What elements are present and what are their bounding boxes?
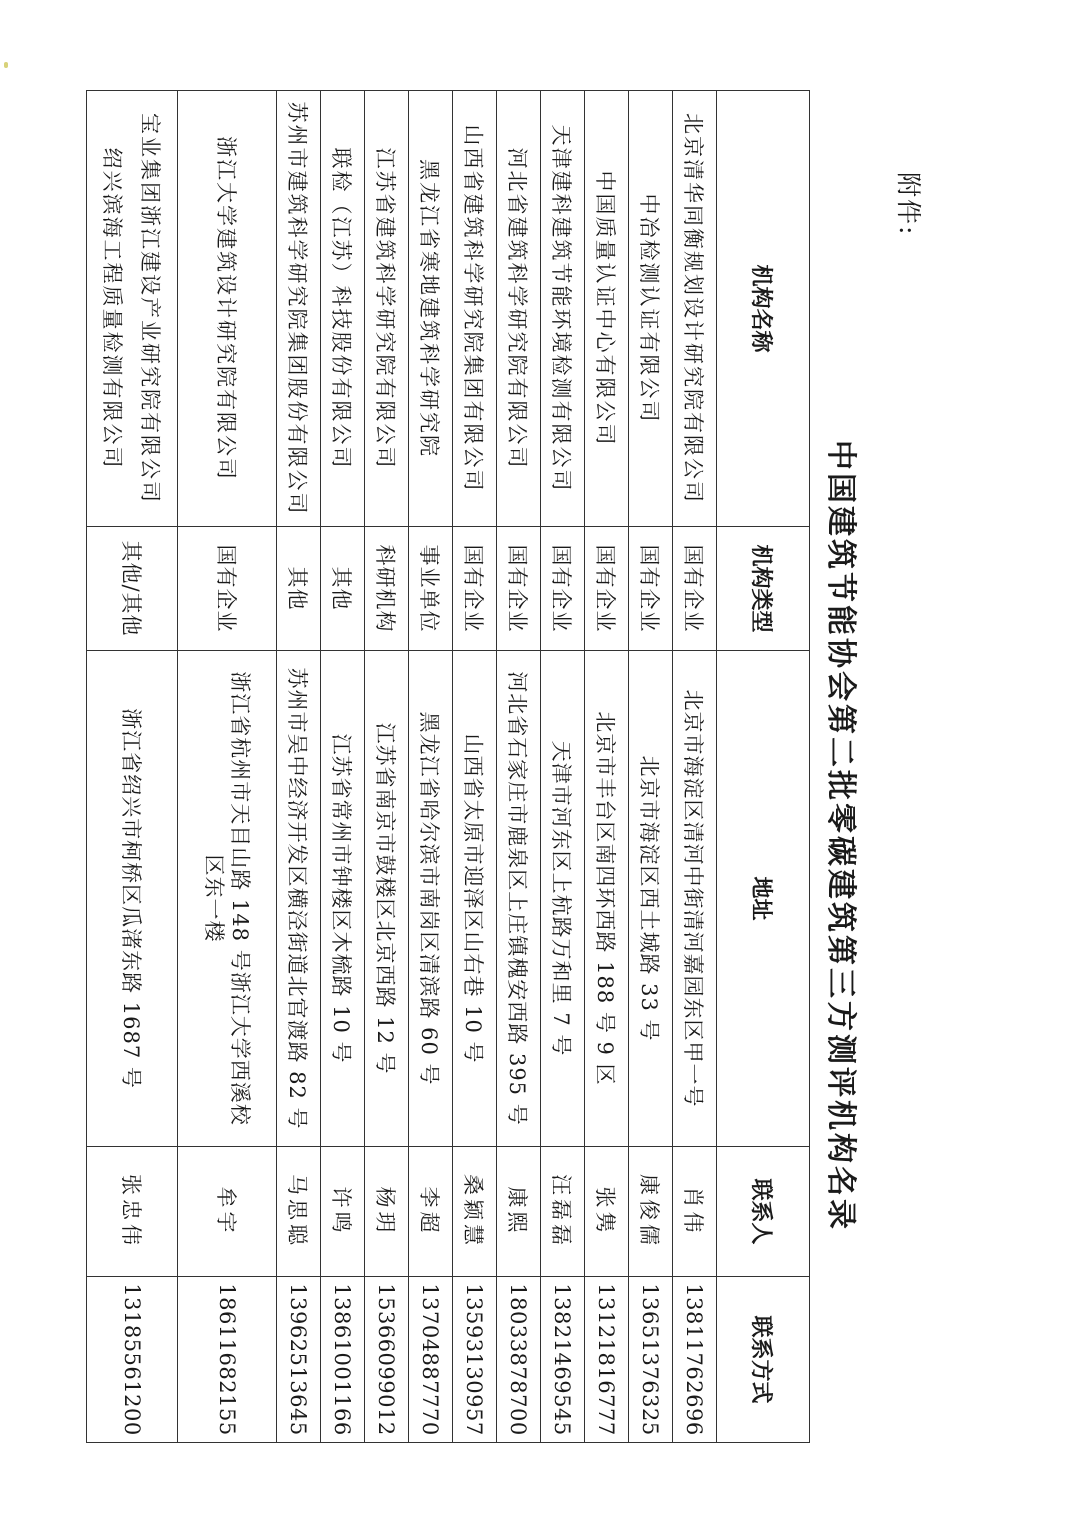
org-contact: 牟宇	[178, 1147, 277, 1277]
org-name: 苏州市建筑科学研究院集团股份有限公司	[277, 91, 321, 527]
org-type: 国有企业	[585, 527, 629, 651]
org-name: 河北省建筑科学研究院有限公司	[497, 91, 541, 527]
org-contact: 康熙	[497, 1147, 541, 1277]
org-name: 联检（江苏）科技股份有限公司	[321, 91, 365, 527]
org-type: 国有企业	[629, 527, 673, 651]
table-row	[497, 91, 541, 1443]
org-phone: 13704887770	[409, 1277, 453, 1443]
table-row	[409, 91, 453, 1443]
org-name: 黑龙江省寒地建筑科学研究院	[409, 91, 453, 527]
org-phone: 15366099012	[365, 1277, 409, 1443]
org-phone: 13651376325	[629, 1277, 673, 1443]
org-address: 江苏省常州市钟楼区木梳路 10 号	[321, 651, 365, 1147]
org-phone: 13861001166	[321, 1277, 365, 1443]
organization-table	[86, 90, 810, 1443]
table-row	[277, 91, 321, 1443]
org-contact: 马思聪	[277, 1147, 321, 1277]
org-address: 天津市河东区上杭路万和里 7 号	[541, 651, 585, 1147]
header-address: 地址	[717, 651, 810, 1147]
header-name: 机构名称	[717, 91, 810, 527]
org-type: 国有企业	[673, 527, 717, 651]
header-phone: 联系方式	[717, 1277, 810, 1443]
table-row	[629, 91, 673, 1443]
org-address: 苏州市吴中经济开发区横泾街道北官渡路 82 号	[277, 651, 321, 1147]
org-contact: 李超	[409, 1147, 453, 1277]
table-header-row	[717, 91, 810, 1443]
org-name: 天津建科建筑节能环境检测有限公司	[541, 91, 585, 527]
org-name-merged	[87, 91, 178, 527]
org-contact: 张忠伟	[87, 1147, 178, 1277]
org-address: 山西省太原市迎泽区山右巷 10 号	[453, 651, 497, 1147]
org-name: 江苏省建筑科学研究院有限公司	[365, 91, 409, 527]
org-phone: 13593130957	[453, 1277, 497, 1443]
org-contact: 肖伟	[673, 1147, 717, 1277]
org-phone: 18033878700	[497, 1277, 541, 1443]
org-name-line: 宝业集团浙江建设产业研究院有限公司	[138, 113, 162, 504]
org-address: 北京市海淀区清河中街清河嘉园东区甲一号	[673, 651, 717, 1147]
org-phone: 13185561200	[87, 1277, 178, 1443]
org-phone: 13121816777	[585, 1277, 629, 1443]
table-row	[585, 91, 629, 1443]
org-address: 北京市海淀区西土城路 33 号	[629, 651, 673, 1147]
org-phone: 13811762696	[673, 1277, 717, 1443]
header-contact: 联系人	[717, 1147, 810, 1277]
org-type: 其他/其他	[87, 527, 178, 651]
document-title: 中国建筑节能协会第二批零碳建筑第三方测评机构名录	[823, 440, 858, 1232]
table-body	[87, 91, 717, 1443]
attachment-label: 附件:	[894, 172, 923, 237]
org-name: 中冶检测认证有限公司	[629, 91, 673, 527]
org-contact: 康俊儒	[629, 1147, 673, 1277]
table-row	[453, 91, 497, 1443]
org-address: 浙江省杭州市天目山路 148 号浙江大学西溪校区东一楼	[178, 651, 277, 1147]
org-phone: 13962513645	[277, 1277, 321, 1443]
org-type: 国有企业	[497, 527, 541, 651]
org-contact: 桑颖慧	[453, 1147, 497, 1277]
org-name: 浙江大学建筑设计研究院有限公司	[178, 91, 277, 527]
org-type: 事业单位	[409, 527, 453, 651]
org-address: 北京市丰台区南四环西路 188 号 9 区	[585, 651, 629, 1147]
org-type: 国有企业	[453, 527, 497, 651]
table-row	[321, 91, 365, 1443]
org-type: 其他	[277, 527, 321, 651]
org-name-line: 绍兴滨海工程质量检测有限公司	[100, 147, 124, 470]
org-address: 河北省石家庄市鹿泉区上庄镇槐安西路 395 号	[497, 651, 541, 1147]
org-address: 浙江省绍兴市柯桥区瓜渚东路 1687 号	[87, 651, 178, 1147]
table-row	[541, 91, 585, 1443]
org-address: 黑龙江省哈尔滨市南岗区清滨路 60 号	[409, 651, 453, 1147]
org-contact: 汪磊磊	[541, 1147, 585, 1277]
org-contact: 杨玥	[365, 1147, 409, 1277]
table-row	[673, 91, 717, 1443]
org-name: 中国质量认证中心有限公司	[585, 91, 629, 527]
org-type: 国有企业	[541, 527, 585, 651]
org-phone: 18611682155	[178, 1277, 277, 1443]
org-name: 山西省建筑科学研究院集团有限公司	[453, 91, 497, 527]
org-phone: 13821469545	[541, 1277, 585, 1443]
table-row	[178, 91, 277, 1443]
org-contact: 许鸣	[321, 1147, 365, 1277]
org-type: 其他	[321, 527, 365, 651]
table-row	[365, 91, 409, 1443]
table-row-merged	[87, 91, 178, 1443]
org-name: 北京清华同衡规划设计研究院有限公司	[673, 91, 717, 527]
org-type: 科研机构	[365, 527, 409, 651]
org-contact: 张隽	[585, 1147, 629, 1277]
org-address: 江苏省南京市鼓楼区北京西路 12 号	[365, 651, 409, 1147]
header-type: 机构类型	[717, 527, 810, 651]
org-type: 国有企业	[178, 527, 277, 651]
